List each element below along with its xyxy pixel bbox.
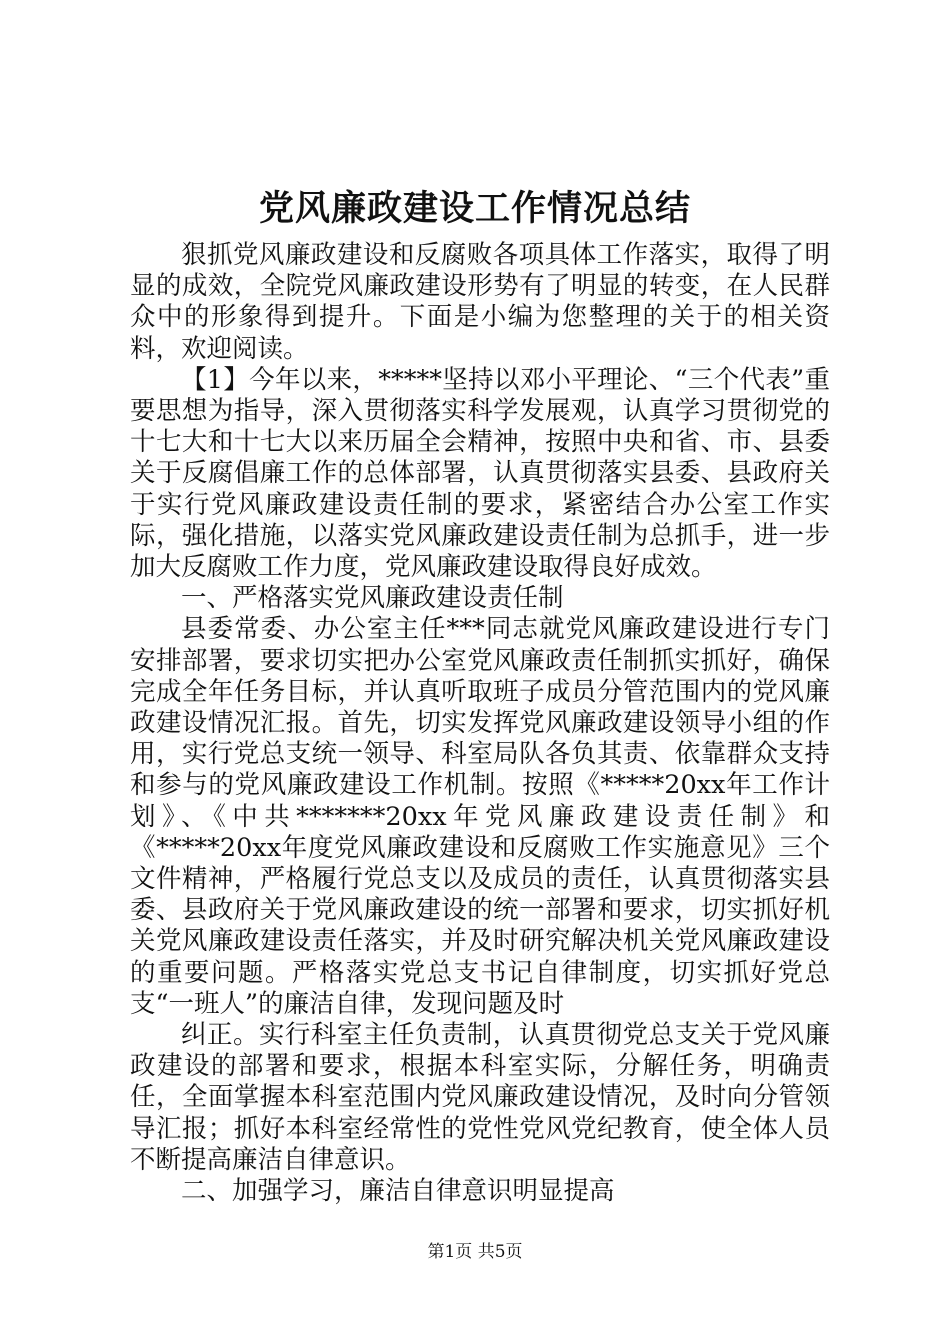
section-1-paragraph: 【1】今年以来，*****坚持以邓小平理论、“三个代表”重要思想为指导，深入贯彻落实科学发展观，认真学习贯彻党的十七大和十七大以来历届全会精神，按照中央和省、市、县委关于反腐倡廉工作的总体部署，认真贯彻落实县委、县政府关于实行党风廉政建设责任制的要求，紧密结合办公室工作实际，强化措施，以落实党风廉政建设责任制为总抓手，进一步加大反腐败工作力度，党风廉政建设取得良好成效。 [130, 364, 830, 583]
document-title: 党风廉政建设工作情况总结 [258, 188, 691, 229]
intro-paragraph: 狠抓党风廉政建设和反腐败各项具体工作落实，取得了明显的成效，全院党风廉政建设形势有了明显的转变，在人民群众中的形象得到提升。下面是小编为您整理的关于的相关资料，欢迎阅读。 [130, 240, 830, 364]
section-heading-2: 二、加强学习，廉洁自律意识明显提高 [181, 1176, 615, 1207]
document-body [130, 240, 830, 1207]
body-paragraph: 县委常委、办公室主任***同志就党风廉政建设进行专门安排部署，要求切实把办公室党风廉政责任制抓实抓好，确保完成全年任务目标，并认真听取班子成员分管范围内的党风廉政建设情况汇报。首先，切实发挥党风廉政建设领导小组的作用，实行党总支统一领导、科室局队各负其责、依靠群众支持和参与的党风廉政建设工作机制。按照《*****20xx年工作计划》、《中共*******20xx年党风廉政建设责任制》和《*****20xx年度党风廉政建设和反腐败工作实施意见》三个文件精神，严格履行党总支以及成员的责任，认真贯彻落实县委、县政府关于党风廉政建设的统一部署和要求，切实抓好机关党风廉政建设责任落实，并及时研究解决机关党风廉政建设的重要问题。严格落实党总支书记自律制度，切实抓好党总支“一班人”的廉洁自律，发现问题及时 [130, 614, 830, 1019]
page-number-footer: 第1页 共5页 [427, 1242, 523, 1262]
section-heading-1: 一、严格落实党风廉政建设责任制 [181, 583, 564, 614]
body-paragraph: 纠正。实行科室主任负责制，认真贯彻党总支关于党风廉政建设的部署和要求，根据本科室实际，分解任务，明确责任，全面掌握本科室范围内党风廉政建设情况，及时向分管领导汇报；抓好本科室经常性的党性党风党纪教育，使全体人员不断提高廉洁自律意识。 [130, 1020, 830, 1175]
